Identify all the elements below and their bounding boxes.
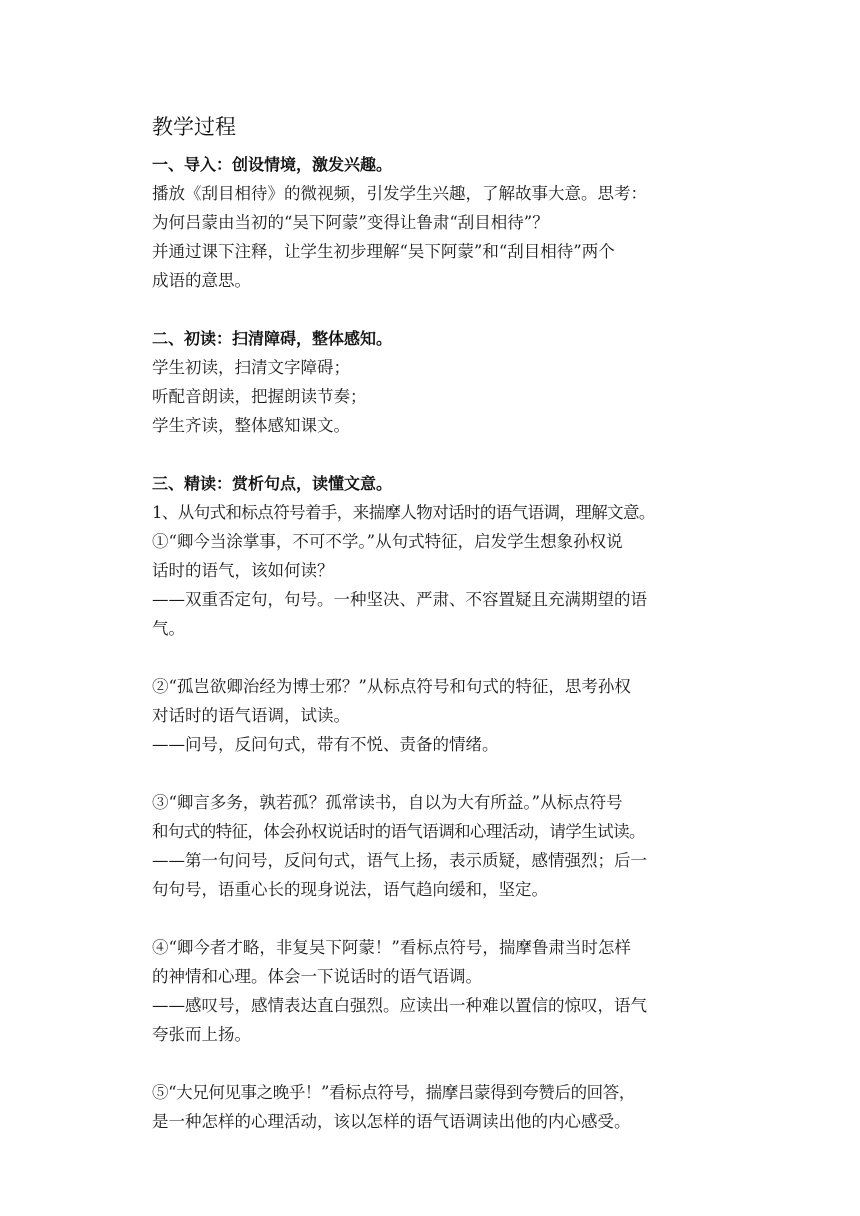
- blank-line: [152, 1049, 712, 1078]
- paragraph-item-5: [152, 1078, 712, 1136]
- blank-line: [152, 904, 712, 933]
- body-line: ④“卿今者才略，非复吴下阿蒙！”看标点符号，揣摩鲁肃当时怎样: [152, 938, 631, 957]
- body-line: ③“卿言多务，孰若孤？孤常读书，自以为大有所益。”从标点符号: [152, 793, 623, 812]
- document-page: [152, 112, 712, 1136]
- body-line: 学生初读，扫清文字障碍；: [152, 358, 350, 377]
- blank-line: [152, 643, 712, 672]
- body-line: ⑤“大兄何见事之晚乎！”看标点符号，揣摩吕蒙得到夸赞后的回答，: [152, 1083, 635, 1102]
- body-line: ——双重否定句，句号。一种坚决、严肃、不容置疑且充满期望的语: [152, 590, 647, 609]
- body-line: 句句号，语重心长的现身说法，语气趋向缓和，坚定。: [152, 880, 548, 899]
- document-title: 教学过程: [152, 115, 236, 139]
- body-line: ——感叹号，感情表达直白强烈。应读出一种难以置信的惊叹，语气: [152, 996, 647, 1015]
- body-line: 1、从句式和标点符号着手，来揣摩人物对话时的语气语调，理解文意。: [152, 503, 655, 522]
- section-close-reading: [152, 469, 712, 643]
- paragraph-item-4: [152, 933, 712, 1049]
- body-line: 夸张而上扬。: [152, 1025, 251, 1044]
- section-heading: 一、导入：创设情境，激发兴趣。: [152, 155, 393, 174]
- body-line: 学生齐读，整体感知课文。: [152, 416, 350, 435]
- blank-line: [152, 295, 712, 324]
- body-line: 为何吕蒙由当初的“吴下阿蒙”变得让鲁肃“刮目相待”？: [152, 213, 549, 232]
- body-line: ②“孤岂欲卿治经为博士邪？”从标点符号和句式的特征，思考孙权: [152, 677, 631, 696]
- section-heading: 二、初读：扫清障碍，整体感知。: [152, 329, 393, 348]
- section-heading: 三、精读：赏析句点，读懂文意。: [152, 474, 393, 493]
- paragraph-item-3: [152, 788, 712, 904]
- body-line: 的神情和心理。体会一下说话时的语气语调。: [152, 967, 482, 986]
- body-line: ——问号，反问句式，带有不悦、责备的情绪。: [152, 735, 499, 754]
- blank-line: [152, 759, 712, 788]
- section-intro: [152, 150, 712, 295]
- section-first-reading: [152, 324, 712, 440]
- body-line: 和句式的特征，体会孙权说话时的语气语调和心理活动，请学生试读。: [152, 822, 645, 841]
- body-line: 成语的意思。: [152, 271, 251, 290]
- body-line: 话时的语气，该如何读？: [152, 561, 334, 580]
- body-line: 气。: [152, 619, 185, 638]
- body-line: 听配音朗读，把握朗读节奏；: [152, 387, 367, 406]
- paragraph-item-2: [152, 672, 712, 759]
- body-line: 并通过课下注释，让学生初步理解“吴下阿蒙”和“刮目相待”两个: [152, 242, 615, 261]
- body-line: 播放《刮目相待》的微视频，引发学生兴趣，了解故事大意。思考：: [152, 184, 647, 203]
- body-line: ——第一句问号，反问句式，语气上扬，表示质疑，感情强烈；后一: [152, 851, 647, 870]
- body-line: 是一种怎样的心理活动，该以怎样的语气语调读出他的内心感受。: [152, 1112, 631, 1131]
- body-line: ①“卿今当涂掌事，不可不学。”从句式特征，启发学生想象孙权说: [152, 532, 623, 551]
- body-line: 对话时的语气语调，试读。: [152, 706, 350, 725]
- blank-line: [152, 440, 712, 469]
